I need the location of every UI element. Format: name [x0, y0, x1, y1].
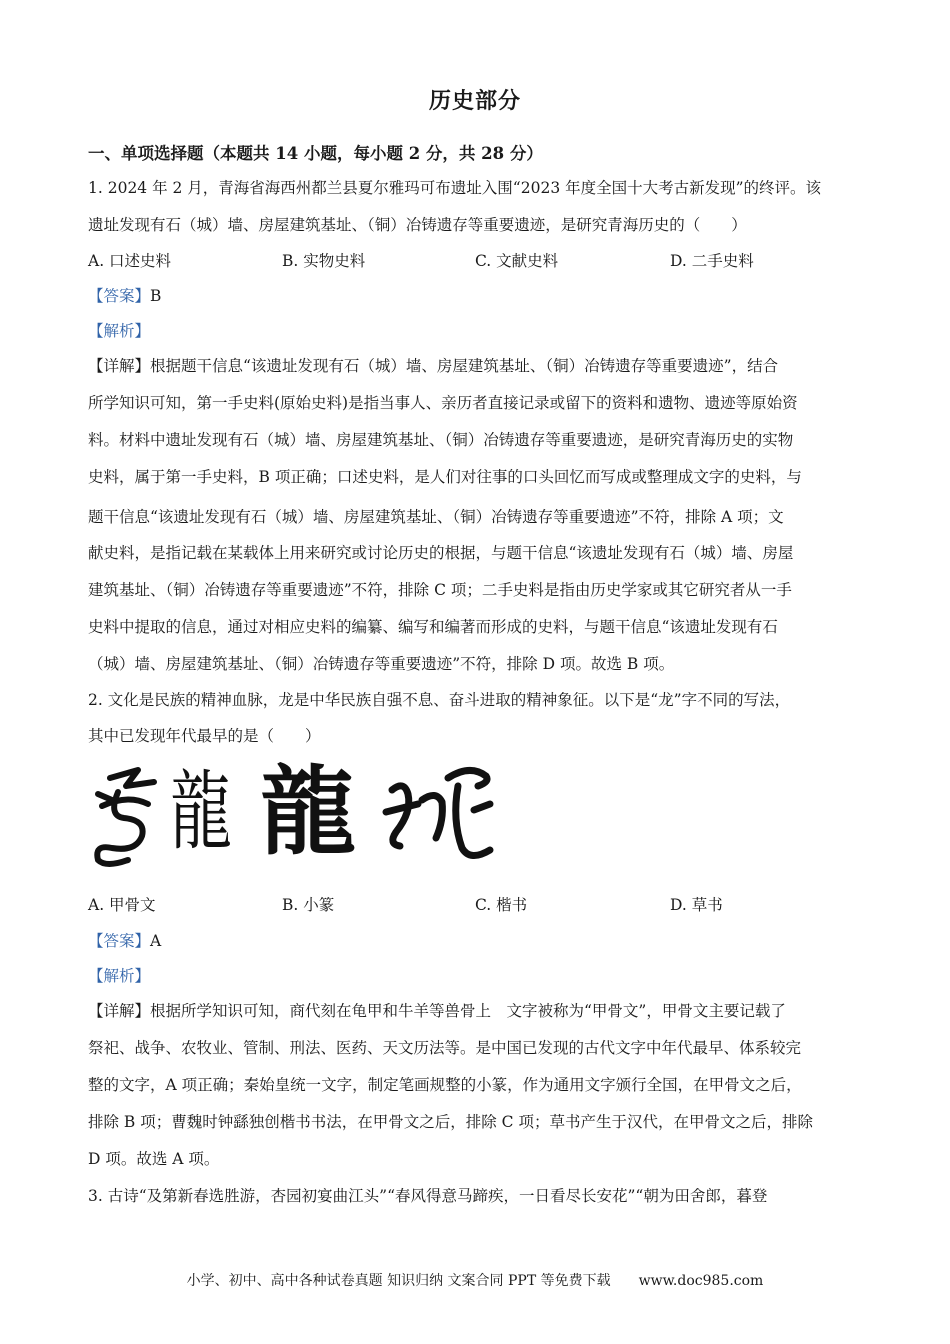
q1-detail-line: 【详解】根据题干信息“该遗址发现有石（城）墙、房屋建筑基址、（铜）冶铸遗存等重要遗迹”，结合 — [88, 357, 779, 375]
q2-stem-line: 其中已发现年代最早的是（ ） — [88, 727, 321, 745]
q1-detail-line: 建筑基址、（铜）冶铸遗存等重要遗迹”不符，排除 C 项；二手史料是指由历史学家或其它研究者从一手 — [88, 581, 792, 599]
section-header: 一、单项选择题（本题共 14 小题，每小题 2 分，共 28 分） — [88, 144, 543, 163]
cursive-script-dragon-glyph — [378, 760, 498, 870]
q2-detail-line: D 项。故选 A 项。 — [88, 1150, 220, 1168]
q2-option-a: A. 甲骨文 — [88, 896, 156, 914]
answer-value: A — [150, 932, 162, 950]
page-footer: 小学、初中、高中各种试卷真题 知识归纳 文案合同 PPT 等免费下载 www.doc985.com — [186, 1273, 764, 1289]
q1-option-c: C. 文献史料 — [475, 252, 559, 270]
answer-value: B — [150, 287, 162, 305]
q1-detail-line: 料。材料中遗址发现有石（城）墙、房屋建筑基址、（铜）冶铸遗存等重要遗迹，是研究青海历史的实物 — [88, 431, 794, 449]
q1-answer — [88, 284, 161, 306]
q1-detail-line: （城）墙、房屋建筑基址、（铜）冶铸遗存等重要遗迹”不符，排除 D 项。故选 B 项。 — [88, 655, 675, 673]
q1-detail-line: 献史料，是指记载在某载体上用来研究或讨论历史的根据，与题干信息“该遗址发现有石（城）墙、房屋 — [88, 544, 794, 562]
q2-detail-line: 祭祀、战争、农牧业、管制、刑法、医药、天文历法等。是中国已发现的古代文字中年代最早、体系较完 — [88, 1039, 802, 1057]
q1-option-b: B. 实物史料 — [282, 252, 366, 270]
dragon-character-variants-image — [88, 752, 508, 872]
q2-detail-line: 整的文字，A 项正确；秦始皇统一文字，制定笔画规整的小篆，作为通用文字颁行全国，在甲骨文之后， — [88, 1076, 802, 1094]
q2-option-d: D. 草书 — [670, 896, 723, 914]
seal-script-dragon-glyph: 龍 — [170, 762, 231, 862]
q1-stem-line: 1. 2024 年 2 月，青海省海西州都兰县夏尔雅玛可布遗址入围“2023 年度全国十大考古新发现”的终评。该 — [88, 179, 822, 197]
q2-detail-line: 排除 B 项；曹魏时钟繇独创楷书书法，在甲骨文之后，排除 C 项；草书产生于汉代，在甲骨文之后，排除 — [88, 1113, 813, 1131]
regular-script-dragon-glyph: 龍 — [260, 756, 356, 868]
q1-detail-line: 所学知识可知，第一手史料(原始史料)是指当事人、亲历者直接记录或留下的资料和遗物、遗迹等原始资 — [88, 394, 798, 412]
q2-detail-line: 【详解】根据所学知识可知，商代刻在龟甲和牛羊等兽骨上 文字被称为“甲骨文”，甲骨文主要记载了 — [88, 1002, 786, 1020]
q2-answer — [88, 929, 161, 951]
oracle-bone-dragon-glyph — [88, 756, 168, 871]
page-title: 历史部分 — [428, 88, 521, 114]
answer-label: 【答案】 — [88, 932, 151, 950]
q1-detail-line: 史料中提取的信息，通过对相应史料的编纂、编写和编著而形成的史料，与题干信息“该遗址发现有石 — [88, 618, 778, 636]
q3-stem-line: 3. 古诗“及第新春选胜游，杏园初宴曲江头”“春风得意马蹄疾，一日看尽长安花”“朝为田舍郎，暮登 — [88, 1187, 768, 1205]
q1-analysis-label: 【解析】 — [88, 322, 151, 340]
q1-option-a: A. 口述史料 — [88, 252, 172, 270]
q2-stem-line: 2. 文化是民族的精神血脉，龙是中华民族自强不息、奋斗进取的精神象征。以下是“龙”字不同的写法， — [88, 691, 791, 709]
answer-label: 【答案】 — [88, 287, 151, 305]
q2-option-c: C. 楷书 — [475, 896, 528, 914]
q1-option-d: D. 二手史料 — [670, 252, 754, 270]
q2-analysis-label: 【解析】 — [88, 967, 151, 985]
q1-detail-line: 史料，属于第一手史料，B 项正确；口述史料，是人们对往事的口头回忆而写成或整理成文字的史料，与 — [88, 468, 802, 486]
q1-stem-line: 遗址发现有石（城）墙、房屋建筑基址、（铜）冶铸遗存等重要遗迹，是研究青海历史的（ ） — [88, 216, 747, 234]
q2-option-b: B. 小篆 — [282, 896, 335, 914]
q1-detail-line: 题干信息“该遗址发现有石（城）墙、房屋建筑基址、（铜）冶铸遗存等重要遗迹”不符，排除 A 项；文 — [88, 508, 784, 526]
